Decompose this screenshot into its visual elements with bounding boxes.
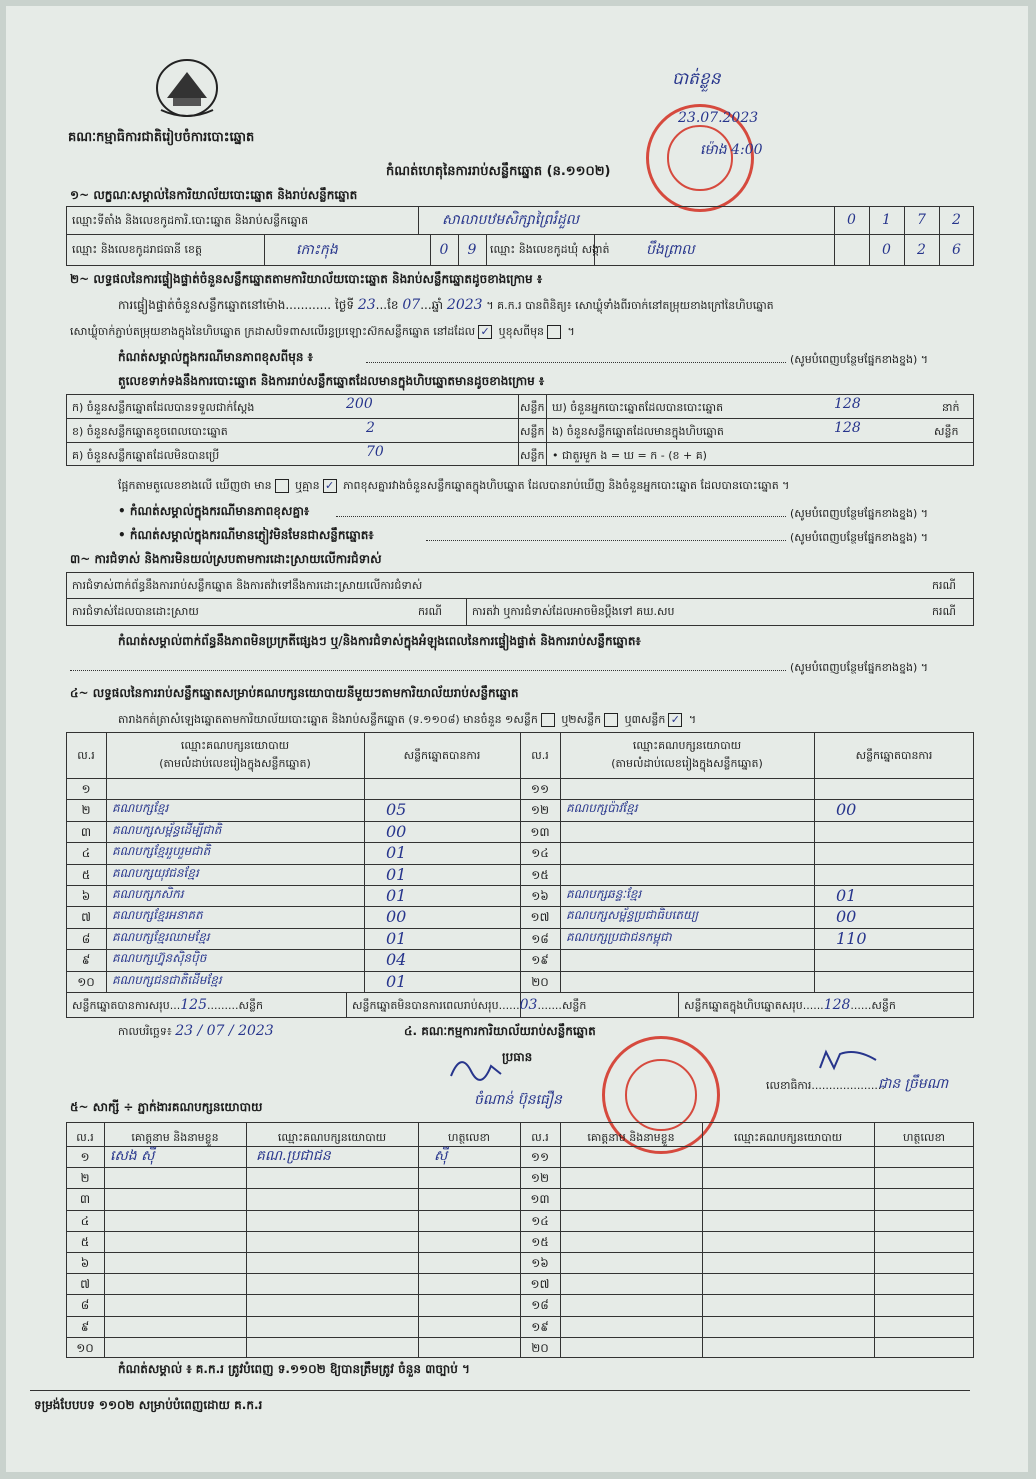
org-name: គណៈកម្មាធិការជាតិរៀបចំការបោះឆ្នោត — [68, 130, 255, 145]
witness-row-rule — [66, 1337, 974, 1338]
witness-row-number: ១៧ — [530, 1277, 550, 1292]
vote-row-party: គណបក្សខ្មែរឈាមខ្មែរ — [112, 929, 210, 944]
vote-row-number: ១៣ — [530, 824, 550, 839]
vote-row-number: ៩ — [81, 953, 91, 968]
section4-heading: ៤~ លទ្ធផលនៃការរាប់សន្លឹកឆ្នោតសម្រាប់គណបក្សនយោបាយនីមួយៗតាមការិយាល័យរាប់សន្លឹកឆ្នោត — [70, 686, 519, 700]
section3-heading: ៣~ ការជំទាស់ និងការមិនយល់ស្របតាមការដោះស្រាយលើការជំទាស់ — [70, 552, 382, 566]
fill-more-2: (សូមបំពេញបន្ថែមផ្នែកខាងខ្នង) ។ — [790, 507, 929, 520]
witness-row-number: ១៨ — [531, 1298, 549, 1313]
commune-label: ឈ្មោះ និងលេខកូដឃុំ សង្កាត់ — [490, 243, 610, 256]
col-party-right: ឈ្មោះគណបក្សនយោបាយ — [632, 739, 742, 752]
witness-row-number: ១៤ — [531, 1213, 549, 1228]
two-sheet-checkbox[interactable] — [604, 713, 618, 727]
col-party-sub-left: (តាមលំដាប់លេខរៀងក្នុងសន្លឹកឆ្នោត) — [159, 757, 311, 770]
vote-row-votes: 01 — [836, 886, 857, 905]
vote-row-votes: 00 — [836, 907, 857, 927]
case-3: ករណី — [932, 605, 956, 618]
vote-row-number: ១០ — [77, 974, 95, 989]
w-col-name-right: គោត្តនាម និងនាមខ្លួន — [587, 1131, 675, 1144]
footer-note: កំណត់សម្គាល់ ៖ គ.ក.រ ត្រូវបំពេញ ទ.១១០២ ឱ្យបានត្រឹមត្រូវ ចំនួន ៣ច្បាប់ ។ — [118, 1362, 470, 1376]
witness-row-number: ៦ — [80, 1256, 90, 1270]
witness-row-number: ១០ — [76, 1340, 94, 1355]
unit-4: នាក់ — [942, 401, 960, 414]
vote-row-party: គណបក្សប្រជាជនកម្ពុជា — [566, 929, 672, 944]
fill-more-4: (សូមបំពេញបន្ថែមផ្នែកខាងខ្នង) ។ — [790, 661, 929, 674]
w-col-sign-left: ហត្ថលេខា — [448, 1131, 490, 1144]
vote-row-number: ១១ — [530, 782, 550, 796]
vote-row-rule — [520, 949, 974, 950]
case-1: ករណី — [932, 579, 956, 592]
unit-5: សន្លឹក — [934, 425, 959, 438]
seal-check-text: សោឃ្លុំចាក់ភ្ជាប់តម្រុយខាងក្នុងនៃហិបឆ្នោត ក្រដាសបិទពាសលើរន្ធប្រឡោះស៊កសន្លឹកឆ្នោត នៅដដែល ✓ ឬខុសពីមុន ។ — [70, 325, 575, 338]
section5-heading: ៥~ សាក្សី ÷ ភ្នាក់ងារគណបក្សនយោបាយ — [70, 1100, 263, 1114]
witness-row-number: ៩ — [80, 1319, 90, 1334]
signing-date: កាលបរិច្ឆេទ៖ 23 / 07 / 2023 — [118, 1023, 274, 1039]
document-sheet — [6, 6, 1028, 1472]
changed-checkbox[interactable] — [547, 325, 561, 339]
witness-row-number: ៣ — [79, 1192, 91, 1207]
witness-row-rule — [66, 1231, 974, 1232]
no-diff-checkbox[interactable]: ✓ — [323, 479, 337, 493]
office-location-value: សាលាបឋមសិក្សាព្រៃរំដួល — [442, 212, 579, 228]
witness1-sign: ស៊ី — [434, 1148, 448, 1164]
witness-row-number: ៧ — [80, 1277, 90, 1292]
objection-row1: ការជំទាស់ពាក់ព័ន្ធនឹងការរាប់សន្លឹកឆ្នោត និងការតវ៉ាទៅនឹងការដោះស្រាយលើការជំទាស់ — [72, 579, 423, 592]
vote-row-votes: 00 — [386, 907, 407, 927]
chair-label: ប្រធាន — [502, 1050, 533, 1064]
w-col-party-left: ឈ្មោះគណបក្សនយោបាយ — [277, 1131, 387, 1144]
one-sheet-checkbox[interactable] — [541, 713, 555, 727]
diff-note-line — [366, 362, 786, 363]
stamp-time: ម៉ោង 4:00 — [700, 142, 763, 158]
w-col-party-right: ឈ្មោះគណបក្សនយោបាយ — [733, 1131, 843, 1144]
vote-row-party: គណបក្សហ្វ៊ុនស៊ិនប៉ិច — [112, 951, 207, 966]
province-label: ឈ្មោះ និងលេខកូដរាជធានី ខេត្ត — [72, 243, 202, 256]
vote-row-rule — [520, 821, 974, 822]
vote-row-number: ១ — [81, 782, 91, 796]
chair-signature — [446, 1046, 506, 1086]
vote-row-votes: 110 — [836, 928, 867, 948]
received-value: 200 — [346, 396, 373, 412]
nec-logo — [151, 58, 223, 122]
witness-row-rule — [66, 1167, 974, 1168]
formula: • ជាតួរមួក ង = ឃ = ក - (ខ + គ) — [552, 449, 707, 462]
witness-row-number: ៥ — [80, 1234, 90, 1249]
table-intro: តួលេខទាក់ទងនឹងការបោះឆ្នោត និងការរាប់សន្លឹកឆ្នោតដែលមានក្នុងហិបឆ្នោតមានដូចខាងក្រោម ៖ — [118, 374, 545, 388]
vote-row-number: ១៤ — [531, 846, 549, 861]
objection-note-line — [70, 670, 786, 671]
witness-row-number: ៤ — [80, 1213, 90, 1228]
col-no-left: ល.រ — [77, 749, 95, 762]
vote-row-party: គណបក្សយុវជនខ្មែរ — [112, 865, 199, 880]
commune-code-2: 2 — [917, 242, 926, 258]
witness-row-number: ២ — [80, 1171, 90, 1186]
w-col-sign-right: ហត្ថលេខា — [903, 1131, 945, 1144]
vote-row-rule — [520, 864, 974, 865]
witness-row-number: ១៦ — [531, 1256, 549, 1270]
witness-row-rule — [66, 1294, 974, 1295]
vote-row-votes: 01 — [386, 843, 407, 863]
vote-row-number: ១៩ — [531, 953, 549, 968]
unchanged-checkbox[interactable]: ✓ — [478, 325, 492, 339]
bullet-foreign-line — [426, 540, 786, 541]
vote-row-party: គណបក្សសម្ព័ន្ធដើម្បីជាតិ — [112, 822, 222, 837]
objection-note: កំណត់សម្គាល់ពាក់ព័ន្ធនឹងភាពមិនប្រក្រតីផ្សេងៗ ឬ/និងការជំទាស់ក្នុងអំឡុងពេលនៃការផ្ទៀងផ្ទាត់ និងការរាប់សន្លឹកឆ្នោត៖ — [118, 634, 641, 648]
witness-row-number: ១២ — [530, 1171, 550, 1186]
witness-row-rule — [66, 1146, 974, 1147]
vote-row-number: ១៨ — [531, 931, 549, 946]
vote-row-party: គណបក្សប៉ាវខ្មែរ — [566, 801, 638, 816]
vote-row-party: គណបក្សខ្មែររួបរួមជាតិ — [112, 844, 211, 859]
vote-row-votes: 00 — [836, 800, 857, 820]
vote-row-number: ៨ — [81, 931, 91, 946]
footer-rule — [30, 1390, 970, 1391]
vote-row-votes: 01 — [386, 886, 407, 905]
w-col-name-left: គោត្តនាម និងនាមខ្លួន — [131, 1131, 219, 1144]
vote-row-number: ២០ — [531, 974, 549, 989]
form-id: ទម្រង់បែបបទ ១១០២ សម្រាប់បំពេញដោយ គ.ក.រ — [34, 1398, 263, 1412]
vote-row-party: គណបក្សជនជាតិដើមខ្មែរ — [112, 972, 222, 987]
vote-row-votes: 01 — [386, 928, 407, 948]
office-code-2: 1 — [882, 212, 891, 228]
witness-row-number: ១១ — [530, 1150, 550, 1164]
objection-resolved: ការជំទាស់ដែលបានដោះស្រាយ — [72, 605, 199, 618]
vote-row-votes: 00 — [386, 821, 407, 841]
fill-more-3: (សូមបំពេញបន្ថែមផ្នែកខាងខ្នង) ។ — [790, 531, 929, 544]
case-2: ករណី — [418, 605, 442, 618]
vote-row-votes: 04 — [386, 950, 407, 970]
total-in-box: សន្លឹកឆ្នោតក្នុងហិបឆ្នោតសរុប......128......សន្លឹក — [684, 997, 896, 1013]
witness-row-rule — [66, 1188, 974, 1189]
col-no-right: ល.រ — [531, 749, 549, 762]
vote-row-votes: 01 — [386, 971, 407, 991]
bullet-diff-line — [336, 516, 786, 517]
witness-row-rule — [66, 1273, 974, 1274]
vote-row-number: ៧ — [81, 910, 91, 925]
unit-1: សន្លឹក — [520, 401, 545, 414]
vote-row-rule — [520, 971, 974, 972]
commune-code-3: 6 — [952, 242, 961, 258]
handwritten-note: បាត់ខ្លួន — [672, 69, 721, 89]
bullet-diff: • កំណត់សម្គាល់ក្នុងករណីមានភាពខុសគ្នា៖ — [118, 504, 310, 518]
compare-text: ផ្អែកតាមតួលេខខាងលើ ឃើញថា មាន ឬគ្មាន ✓ ភាពខុសគ្នារវាងចំនួនសន្លឹកឆ្នោតក្នុងហិបឆ្នោត ដែលបានរាប់ឃើញ និងចំនួនអ្នកបោះឆ្នោត ដែលបានបោះឆ្នោត ។ — [118, 479, 790, 492]
vote-row-number: ១៦ — [531, 889, 549, 903]
received-label: ក) ចំនួនសន្លឹកឆ្នោតដែលបានទទួលជាក់ស្តែង — [72, 401, 255, 414]
fill-more-1: (សូមបំពេញបន្ថែមផ្នែកខាងខ្នង) ។ — [790, 353, 929, 366]
province-value: កោះកុង — [296, 242, 338, 258]
unused-value: 70 — [366, 444, 384, 460]
vote-row-rule — [520, 842, 974, 843]
voted-value: 128 — [834, 396, 861, 412]
unused-label: គ) ចំនួនសន្លឹកឆ្នោតដែលមិនបានប្រើ — [72, 449, 220, 462]
vote-row-number: ១២ — [530, 803, 550, 818]
secretary-name: ជាន ច្រឹមណា — [878, 1076, 949, 1092]
secretary-signature — [816, 1046, 886, 1076]
w-col-no-right: ល.រ — [531, 1131, 549, 1144]
spoiled-label: ខ) ចំនួនសន្លឹកឆ្នោតខូចពេលបោះឆ្នោត — [72, 425, 228, 438]
committee-label: ៤. គណៈកម្មការការិយាល័យរាប់សន្លឹកឆ្នោត — [404, 1024, 596, 1038]
verify-time-text: ការផ្ទៀងផ្ទាត់ចំនួនសន្លឹកឆ្នោតនៅម៉ោង............ ថ្ងៃទី 23...ខែ 07...ឆ្នាំ 2023 ។ គ.ក.រ បានពិនិត្យ៖ សោឃ្លុំទាំងពីរចាក់នៅតម្រុយខាងក្រៅនៃហិបឆ្នោត — [118, 297, 774, 313]
bullet-foreign: • កំណត់សម្គាល់ក្នុងករណីមានភ្ញៀវមិនមែនជាសន្លឹកឆ្នោត៖ — [118, 528, 374, 542]
vote-row-number: ១៥ — [531, 867, 549, 882]
vote-row-number: ៥ — [81, 867, 91, 882]
secretary-label: លេខាធិការ..................... — [766, 1079, 885, 1092]
witness1-name: សេង ស៊ី — [110, 1148, 155, 1164]
witness-row-rule — [66, 1252, 974, 1253]
document-title: កំណត់ហេតុនៃការរាប់សន្លឹកឆ្នោត (ន.១១០២) — [386, 164, 611, 179]
commune-code-1: 0 — [882, 242, 891, 258]
w-col-no-left: ល.រ — [76, 1131, 94, 1144]
unit-3: សន្លឹក — [520, 449, 545, 462]
vote-row-number: ១៧ — [530, 910, 550, 925]
diff-note-label: កំណត់សម្គាល់ក្នុងករណីមានភាពខុសពីមុន ៖ — [118, 350, 313, 364]
vote-row-votes: 05 — [386, 800, 407, 820]
vote-row-number: ៤ — [81, 846, 91, 861]
witness-row-number: ៨ — [80, 1298, 90, 1313]
office-code-1: 0 — [847, 212, 856, 228]
has-diff-checkbox[interactable] — [275, 479, 289, 493]
vote-row-number: ៣ — [80, 824, 92, 839]
total-valid: សន្លឹកឆ្នោតបានការសរុប...125.........សន្លឹក — [72, 997, 263, 1013]
witness-row-number: ២០ — [531, 1340, 549, 1355]
witness-row-number: ១៩ — [531, 1319, 549, 1334]
witness-row-rule — [66, 1210, 974, 1211]
objection-appeal: ការតវ៉ា ឬការជំទាស់ដែលអាចមិនប្តឹងទៅ គឃ.សប — [472, 605, 675, 618]
vote-row-number: ២ — [81, 803, 91, 818]
vote-row-number: ៦ — [81, 889, 91, 903]
sheet-count: តារាងកត់ត្រាសំឡេងឆ្នោតតាមការិយាល័យបោះឆ្នោត និងរាប់សន្លឹកឆ្នោត (ទ.១១០៨) មានចំនួន ១សន្លឹក ឬ២សន្លឹក ឬ៣សន្លឹក ✓ ។ — [118, 713, 697, 726]
section2-heading: ២~ លទ្ធផលនៃការផ្ទៀងផ្ទាត់ចំនួនសន្លឹកឆ្នោតតាមការិយាល័យបោះឆ្នោត និងរាប់សន្លឹកឆ្នោតដូចខាងក្រោម ៖ — [70, 272, 543, 286]
office-code-3: 7 — [917, 212, 926, 228]
col-votes-right: សន្លឹកឆ្នោតបានការ — [855, 749, 933, 762]
stamp-date: 23.07.2023 — [678, 110, 759, 126]
province-code-2: 9 — [467, 242, 477, 258]
unit-2: សន្លឹក — [520, 425, 545, 438]
office-code-4: 2 — [952, 212, 961, 228]
col-party-sub-right: (តាមលំដាប់លេខរៀងក្នុងសន្លឹកឆ្នោត) — [611, 757, 763, 770]
spoiled-value: 2 — [366, 420, 375, 436]
witness-row-rule — [66, 1316, 974, 1317]
vote-row-party: គណបក្សខ្មែរអនាគត — [112, 908, 203, 923]
col-party-left: ឈ្មោះគណបក្សនយោបាយ — [180, 739, 290, 752]
inbox-value: 128 — [834, 420, 861, 436]
total-invalid: សន្លឹកឆ្នោតមិនបានការពេលរាប់សរុប......03.......សន្លឹក — [352, 997, 587, 1013]
witness-row-number: ១៥ — [531, 1234, 549, 1249]
voted-label: ឃ) ចំនួនអ្នកបោះឆ្នោតដែលបានបោះឆ្នោត — [552, 401, 724, 414]
vote-row-party: គណបក្សខ្មែរ — [112, 801, 169, 816]
section1-heading: ១~ លក្ខណៈសម្គាល់នៃការិយាល័យបោះឆ្នោត និងរាប់សន្លឹកឆ្នោត — [70, 188, 358, 202]
province-code-1: 0 — [439, 242, 449, 258]
office-location-label: ឈ្មោះទីតាំង និងលេខកូដការិ.បោះឆ្នោត និងរាប់សន្លឹកឆ្នោត — [72, 214, 309, 227]
witness-row-number: ១ — [80, 1150, 90, 1164]
vote-row-party: គណបក្សកសិករ — [112, 887, 184, 901]
chair-name: ចំណាន់ ប៊ុនធឿន — [474, 1092, 562, 1108]
vote-row-party: គណបក្សសម្ព័ន្ធប្រជាធិបតេយ្យ — [566, 908, 699, 923]
witness1-party: គណ.ប្រជាជន — [256, 1148, 331, 1164]
col-votes-left: សន្លឹកឆ្នោតបានការ — [403, 749, 481, 762]
witness-row-number: ១៣ — [530, 1192, 550, 1207]
vote-row-party: គណបក្សឆន្ទៈខ្មែរ — [566, 887, 642, 901]
inbox-label: ង) ចំនួនសន្លឹកឆ្នោតដែលមានក្នុងហិបឆ្នោត — [552, 425, 724, 438]
vote-row-votes: 01 — [386, 864, 407, 884]
three-sheet-checkbox[interactable]: ✓ — [668, 713, 682, 727]
commune-value: បឹងព្រាល — [646, 242, 695, 258]
